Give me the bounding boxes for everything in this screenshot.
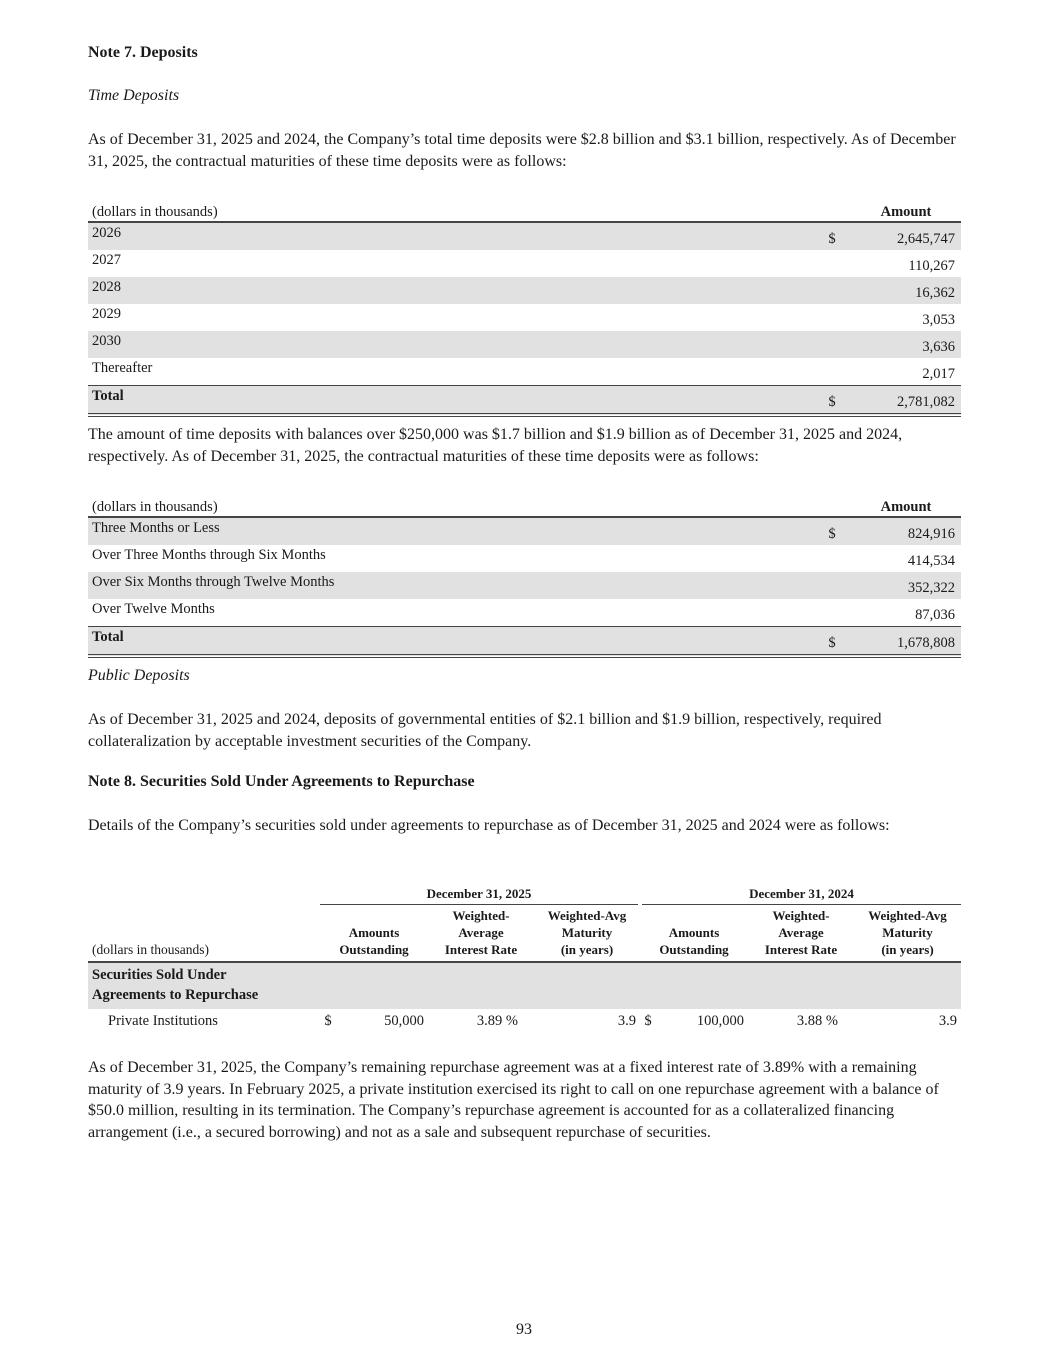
group-header-2024: December 31, 2024: [640, 886, 961, 905]
table-label-header: (dollars in thousands): [88, 199, 813, 222]
table-row: 2029 3,053: [92, 306, 955, 328]
note8-paragraph-1: Details of the Company’s securities sold under agreements to repurchase as of December 31, 2025 and 2024 were as follows:: [88, 817, 890, 834]
page-number: 93: [516, 1321, 532, 1338]
note8-paragraph-2: As of December 31, 2025, the Company’s remaining repurchase agreement was at a fixed interest rate of 3.89% with a remaining maturity of 3.9 years. In February 2025, a private institution exercised its right to call on one repurchase agreement with a balance of $50.0 million, resulting in its termination. The Company’s repurchase agreement is accounted for as a collateralized financing arrangement (i.e., a secured borrowing) and not as a sale and subsequent repurchase of securities.: [88, 1059, 939, 1141]
table-total-row: Total $ 2,781,082: [88, 386, 961, 416]
table-row: 2030 3,636: [88, 331, 961, 358]
table-label-header: (dollars in thousands): [88, 905, 320, 962]
table-row: Thereafter 2,017: [92, 360, 955, 382]
table-row: Over Three Months through Six Months 414,534: [92, 547, 955, 569]
large-time-deposits-maturity-table: [88, 494, 961, 658]
table-row: 2028 16,362: [88, 277, 961, 304]
column-header-amounts: Amounts Outstanding: [320, 905, 428, 962]
amount-header: Amount: [851, 494, 961, 517]
column-header-maturity: Weighted-Avg Maturity (in years): [854, 905, 961, 962]
table-total-row: Total $ 1,678,808: [88, 627, 961, 657]
public-deposits-heading: Public Deposits: [88, 667, 190, 684]
table-row: 2026 $ 2,645,747: [88, 222, 961, 250]
note8-title: Note 8. Securities Sold Under Agreements to Repurchase: [88, 773, 475, 790]
column-header-amounts: Amounts Outstanding: [640, 905, 748, 962]
table-row: 2027 110,267: [92, 252, 955, 274]
column-header-maturity: Weighted-Avg Maturity (in years): [534, 905, 640, 962]
column-header-rate: Weighted- Average Interest Rate: [748, 905, 854, 962]
table-label-header: (dollars in thousands): [88, 494, 813, 517]
note7-title: Note 7. Deposits: [88, 44, 198, 61]
table-row: Over Six Months through Twelve Months 352,322: [88, 572, 961, 599]
table-row: Three Months or Less $ 824,916: [88, 517, 961, 545]
table-section-row: [88, 962, 961, 1009]
column-header-rate: Weighted- Average Interest Rate: [428, 905, 534, 962]
amount-header: Amount: [851, 199, 961, 222]
time-deposits-maturity-table: [88, 199, 961, 417]
group-header-2025: December 31, 2025: [320, 886, 640, 905]
note7-paragraph-1: As of December 31, 2025 and 2024, the Company’s total time deposits were $2.8 billion and $3.1 billion, respectively. As of December 31, 2025, the contractual maturities of these time deposits were as follows:: [88, 131, 956, 170]
note7-paragraph-2: The amount of time deposits with balances over $250,000 was $1.7 billion and $1.9 billion as of December 31, 2025 and 2024, respectively. As of December 31, 2025, the contractual maturities of these time deposits were as follows:: [88, 426, 903, 465]
note7-paragraph-3: As of December 31, 2025 and 2024, deposits of governmental entities of $2.1 billion and $1.9 billion, respectively, required collateralization by acceptable investment securities of the Company.: [88, 711, 882, 750]
time-deposits-heading: Time Deposits: [88, 87, 180, 104]
table-row: Private Institutions $ 50,000 3.89 % 3.9 $ 100,000 3.88 % 3.9: [108, 1012, 957, 1029]
section-label: Securities Sold Under Agreements to Repurchase: [88, 962, 320, 1009]
table-row: Over Twelve Months 87,036: [92, 601, 955, 623]
repurchase-agreements-table: [88, 886, 961, 1039]
